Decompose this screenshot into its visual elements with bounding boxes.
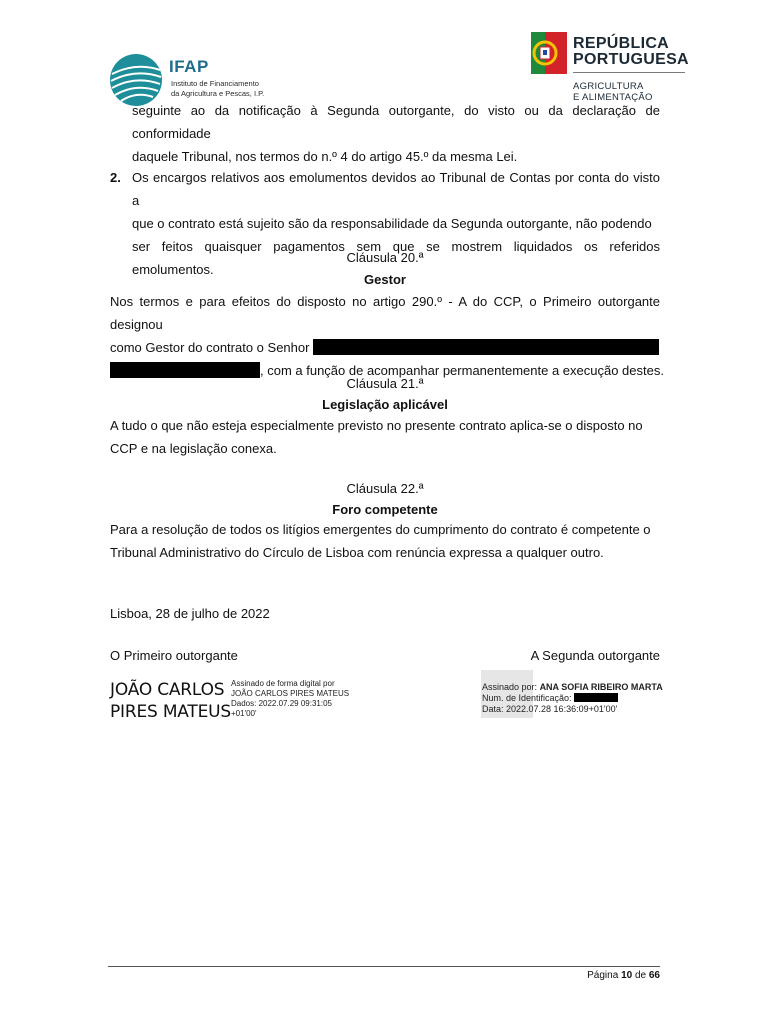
republica-title-line-1: REPÚBLICA	[573, 35, 670, 52]
page-total: 66	[648, 970, 660, 981]
page-of: de	[634, 970, 647, 981]
clause-22-paragraph	[110, 518, 660, 564]
clause-22-line-2: Tribunal Administrativo do Círculo de Lisboa com renúncia expressa a qualquer outro.	[110, 545, 604, 560]
republica-title	[573, 36, 689, 68]
first-party-label: O Primeiro outorgante	[110, 648, 238, 663]
clause-20-number: Cláusula 20.ª	[346, 250, 424, 265]
republica-title-line-2: PORTUGUESA	[573, 51, 689, 68]
right-signature-id-label: Num. de Identificação:	[482, 693, 572, 703]
left-signature-detail-3: Dados: 2022.07.29 09:31:05	[231, 699, 332, 708]
left-signature-detail-1: Assinado de forma digital por	[231, 679, 335, 688]
clause-20-line-1: Nos termos e para efeitos do disposto no artigo 290.º - A do CCP, o Primeiro outorgante designou	[110, 294, 660, 332]
item-2-line-1: Os encargos relativos aos emolumentos devidos ao Tribunal de Contas por conta do visto a	[132, 170, 660, 208]
page-current: 10	[621, 970, 633, 981]
item-2-number: 2.	[110, 170, 121, 185]
item-2-line-2: que o contrato está sujeito são da responsabilidade da Segunda outorgante, não podendo	[132, 216, 652, 231]
portugal-emblem-icon	[531, 32, 567, 74]
page-label: Página	[587, 970, 619, 981]
left-signature-details	[231, 679, 349, 719]
clause-20-line-2-text: como Gestor do contrato o Senhor	[110, 340, 310, 355]
left-signature-name-line-2: PIRES MATEUS	[110, 702, 231, 722]
ifap-subtitle-line-1: Instituto de Financiamento	[171, 79, 259, 88]
clause-22-number: Cláusula 22.ª	[346, 481, 424, 496]
clause-20-paragraph	[110, 290, 664, 382]
republica-subtitle-line-1: AGRICULTURA	[573, 81, 644, 92]
ifap-subtitle-line-2: da Agricultura e Pescas, I.P.	[171, 89, 265, 98]
clause-22-title: Foro competente	[332, 502, 438, 517]
clause-21-line-2: CCP e na legislação conexa.	[110, 441, 277, 456]
redacted-id-number	[574, 693, 618, 702]
right-signature-signed-by-label: Assinado por:	[482, 682, 538, 692]
clause-20-title: Gestor	[364, 272, 406, 287]
republica-divider	[573, 72, 685, 73]
left-signature-detail-4: +01'00'	[231, 709, 257, 718]
clause-20-line-3-text: , com a função de acompanhar permanentemente a execução destes.	[260, 363, 664, 378]
second-party-label: A Segunda outorgante	[530, 648, 660, 663]
clause-21-line-1: A tudo o que não esteja especialmente previsto no presente contrato aplica-se o disposto no	[110, 418, 643, 433]
date-place: Lisboa, 28 de julho de 2022	[110, 606, 270, 621]
left-signature-name	[110, 679, 231, 723]
page-number	[587, 970, 660, 981]
republica-subtitle-line-2: E ALIMENTAÇÃO	[573, 92, 653, 103]
right-signature-signed-by-name: ANA SOFIA RIBEIRO MARTA	[539, 682, 663, 692]
intro-line-2: daquele Tribunal, nos termos do n.º 4 do artigo 45.º da mesma Lei.	[132, 149, 518, 164]
right-signature-date: Data: 2022.07.28 16:36:09+01'00'	[482, 704, 618, 714]
ifap-name: IFAP	[169, 57, 209, 76]
right-signature-id	[482, 693, 663, 704]
right-signature-signed-by	[482, 682, 663, 693]
ifap-subtitle	[171, 79, 281, 99]
right-signature-details	[482, 682, 663, 715]
clause-21-paragraph	[110, 414, 660, 460]
left-signature-name-line-1: JOÃO CARLOS	[110, 680, 225, 700]
redacted-name-block	[313, 339, 659, 355]
intro-line-1: seguinte ao da notificação à Segunda outorgante, do visto ou da declaração de conformidade	[132, 103, 660, 141]
clause-21-title: Legislação aplicável	[322, 397, 448, 412]
clause-20-line-2	[110, 336, 660, 359]
item-2-line-3: ser feitos quaisquer pagamentos sem que se mostrem liquidados os referidos emolumentos.	[132, 239, 660, 277]
left-signature-detail-2: JOÃO CARLOS PIRES MATEUS	[231, 689, 350, 698]
intro-paragraph	[132, 99, 660, 168]
clause-22-line-1: Para a resolução de todos os litígios emergentes do cumprimento do contrato é competente o	[110, 522, 651, 537]
clause-21-number: Cláusula 21.ª	[346, 376, 424, 391]
footer-divider	[108, 966, 660, 967]
